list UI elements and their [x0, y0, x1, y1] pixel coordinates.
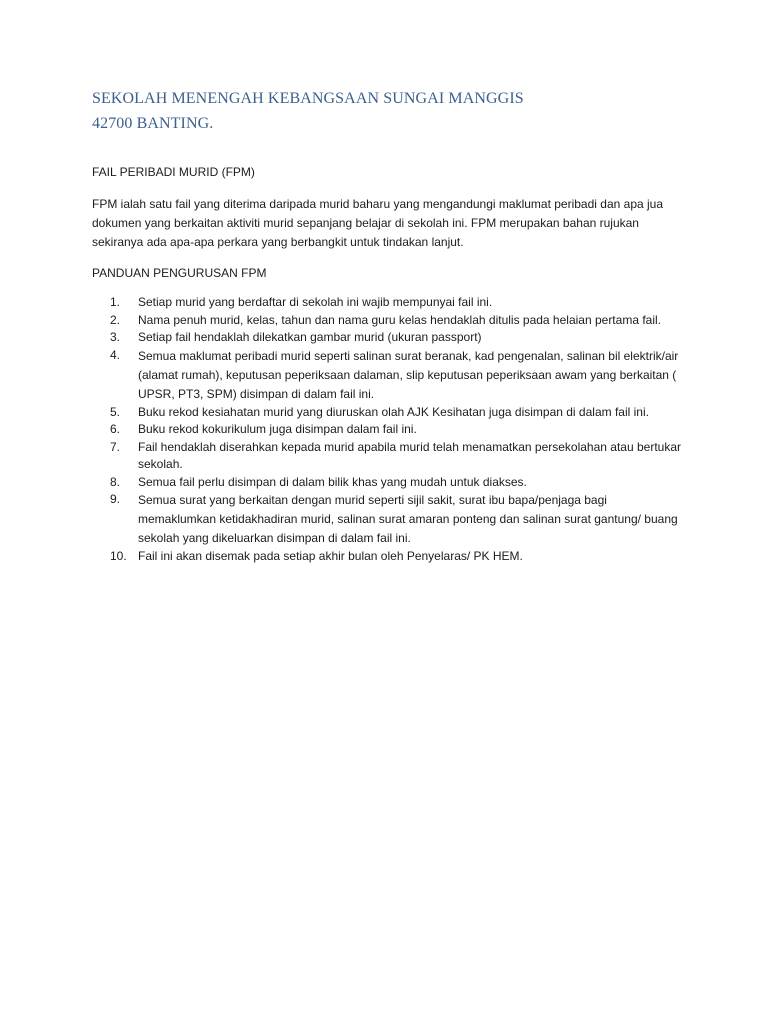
fpm-description: FPM ialah satu fail yang diterima daripada murid baharu yang mengandungi maklumat peribadi dan apa jua dokumen yang berkaitan aktiviti murid sepanjang belajar di sekolah ini. FPM merupakan bahan rujukan sekiranya ada apa-apa perkara yang berbangkit untuk tindakan lanjut. — [92, 197, 664, 249]
guide-title: PANDUAN PENGURUSAN FPM — [92, 266, 267, 280]
list-item-text: Semua fail perlu disimpan di dalam bilik khas yang mudah untuk diakses. — [138, 474, 527, 489]
list-item — [92, 491, 682, 548]
list-item-number: 2. — [110, 312, 121, 327]
list-item — [92, 404, 682, 422]
guide-list — [92, 294, 682, 566]
list-item-number: 10. — [110, 549, 127, 563]
list-item-number: 1. — [110, 295, 121, 309]
list-item-number: 6. — [110, 422, 121, 436]
list-item — [92, 421, 682, 439]
list-item-text: Nama penuh murid, kelas, tahun dan nama guru kelas hendaklah ditulis pada helaian pertama fail. — [138, 312, 661, 327]
list-item-text: Fail hendaklah diserahkan kepada murid apabila murid telah menamatkan persekolahan atau bertukar sekolah. — [138, 439, 681, 471]
list-item — [92, 347, 682, 404]
list-item — [92, 294, 682, 312]
school-name: SEKOLAH MENENGAH KEBANGSAAN SUNGAI MANGGIS — [92, 90, 524, 107]
list-item-text: Setiap fail hendaklah dilekatkan gambar murid (ukuran passport) — [138, 330, 482, 344]
list-item-number: 7. — [110, 439, 121, 454]
list-item-text: Buku rekod kesiahatan murid yang diuruskan olah AJK Kesihatan juga disimpan di dalam fail ini. — [138, 404, 649, 419]
list-item — [92, 439, 682, 474]
list-item-number: 3. — [110, 330, 121, 344]
list-item-text: Semua surat yang berkaitan dengan murid seperti sijil sakit, surat ibu bapa/penjaga bagi memaklumkan ketidakhadiran murid, salinan surat amaran ponteng dan salinan surat gantung/ buang sekolah yang dikeluarkan disimpan di dalam fail ini. — [138, 493, 678, 545]
fpm-title: FAIL PERIBADI MURID (FPM) — [92, 165, 255, 179]
list-item-text: Setiap murid yang berdaftar di sekolah ini wajib mempunyai fail ini. — [138, 295, 493, 309]
list-item — [92, 312, 682, 330]
list-item-text: Semua maklumat peribadi murid seperti salinan surat beranak, kad pengenalan, salinan bil elektrik/air (alamat rumah), keputusan peperiksaan dalaman, slip keputusan peperiksaan awam yang berkaitan ( UPSR, PT3, SPM) disimpan di dalam fail ini. — [138, 348, 679, 401]
list-item-text: Fail ini akan disemak pada setiap akhir bulan oleh Penyelaras/ PK HEM. — [138, 549, 523, 563]
list-item-number: 4. — [110, 347, 121, 362]
list-item-number: 5. — [110, 404, 121, 419]
list-item — [92, 329, 682, 347]
school-header — [92, 86, 692, 136]
list-item-number: 8. — [110, 474, 121, 489]
list-item-number: 9. — [110, 492, 121, 506]
list-item — [92, 474, 682, 492]
school-address: 42700 BANTING. — [92, 115, 214, 132]
list-item-text: Buku rekod kokurikulum juga disimpan dalam fail ini. — [138, 422, 417, 436]
list-item — [92, 548, 682, 566]
